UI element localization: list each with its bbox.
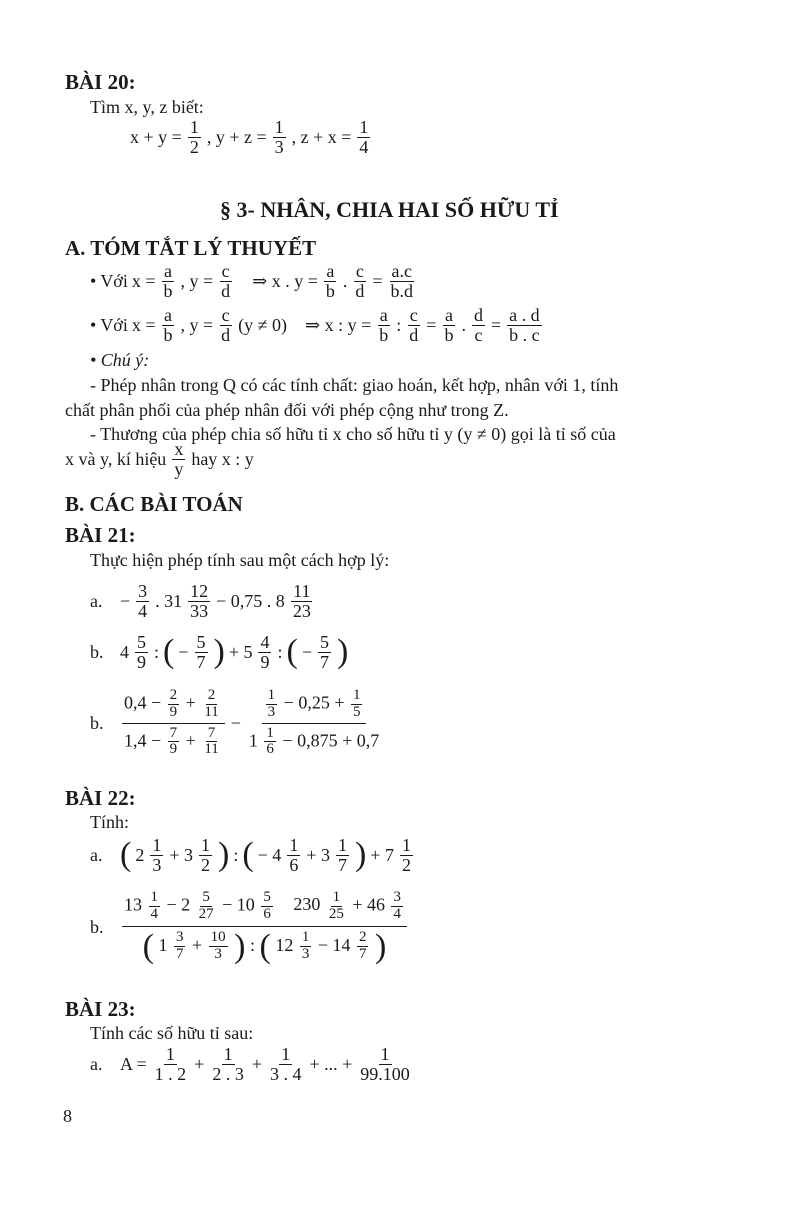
bai22-title: BÀI 22: [65,786,136,810]
whole: − 4 [257,845,282,866]
frac-a-b-2: $\frac{a}{b}$ [325,261,335,301]
note2-line1: - Thương của phép chia số hữu tỉ x cho số hữu tỉ y (y ≠ 0) gọi là tỉ số của [90,424,616,444]
term: + 3 [169,845,193,866]
paren-close: ) [213,633,225,671]
equals: = [490,315,502,336]
paren-close: ) [354,836,367,874]
frac: $\frac{5}{7}$ [319,632,329,672]
implies-quotient: ⇒ x : y = [305,315,372,336]
label-a: a. [90,591,103,612]
frac: 1 6 [289,835,299,875]
frac: 4 9 [260,632,270,672]
y-eq: , y = [180,271,214,292]
y-eq: , y = [180,315,214,336]
bai20-title: BÀI 20: [65,70,136,94]
voi-label: Với [100,315,128,336]
label-b: b. [90,642,104,663]
theory-rule-divide [90,306,544,345]
bai20-eq2-fraction: $\frac{1}{3}$ [274,117,284,157]
whole: 2 [135,845,145,866]
page-number: 8 [63,1106,72,1126]
minus: − [230,713,241,733]
frac-c-d: $\frac{c}{d}$ [221,305,231,345]
frac: 12 33 [190,581,209,621]
colon: : [154,642,160,663]
bai21-c-right-fraction: $\frac{1}{3}$ − 0,25 + $\frac{1}{5}$ 1 $\frac{1}{6}$ − 0,875 + 0,7 [248,687,380,758]
frac: 5 9 [137,632,146,672]
frac: 1 7 [337,835,347,875]
implies-product: ⇒ x . y = [252,271,318,292]
colon-op: : [396,315,402,336]
equals: = [426,315,437,336]
note2-post: hay x : y [191,448,254,469]
problems-heading: B. CÁC BÀI TOÁN [65,492,243,516]
term: + 5 [228,642,253,663]
bai21-c [90,688,383,758]
frac: $\frac{3}{4}$ [138,581,148,621]
frac: 1 2 [200,835,210,875]
bai21-b [90,633,348,672]
note2-pre: x và y, kí hiệu [65,448,167,469]
bai20-prompt: Tìm x, y, z biết: [90,97,204,117]
note1-line1: - Phép nhân trong Q có các tính chất: giao hoán, kết hợp, nhân với 1, tính [90,375,619,395]
frac-ad-bc: $\frac{a . d}{b . c}$ [509,305,540,345]
x-eq: x = [131,271,156,292]
bai21-prompt: Thực hiện phép tính sau một cách hợp lý: [90,550,390,570]
frac-c-d-2: $\frac{c}{d}$ [409,305,419,345]
bai20-eq1-lhs: x + y = [130,127,182,148]
frac: 11 23 [292,581,311,621]
minus: − [178,642,189,663]
bullet: • [90,271,97,292]
dot-op: . [342,271,348,292]
bai22-prompt: Tính: [90,812,129,832]
frac: $\frac{1}{3 . 4}$ [269,1044,302,1084]
bai21-a [90,582,315,621]
lhs: A = [120,1054,147,1075]
label-a: a. [90,845,103,866]
colon: : [277,642,283,663]
label-a: a. [90,1054,103,1075]
bai23-title: BÀI 23: [65,997,136,1021]
bai23-a [90,1045,414,1084]
bai20-eq3-fraction: $\frac{1}{4}$ [359,117,369,157]
ellipsis: + ... + [309,1054,353,1075]
colon: : [233,845,239,866]
paren-open: ( [120,836,132,874]
paren-open: ( [163,633,175,671]
bai21-c-left-fraction: 0,4 − $\frac{2}{9}$ + $\frac{2}{11}$ 1,4 − $\frac{7}{9}$ + $\frac{7}{11}$ [122,688,225,758]
minus: − [301,642,312,663]
paren-close: ) [217,836,230,874]
frac: $\frac{5}{7}$ [196,632,206,672]
bai22-b-fraction: 13 $\frac{1}{4}$ − 2 $\frac{5}{27}$ − 10 $\frac{5}{6}$ 230 $\frac{1}{25}$ + 46 $\frac{3}{4}$ ( 1 $\frac{3}{7}$ + $\frac{10}{3}$ ) : ( 12 $\frac{1}{3}$ − 14 $\frac{2}{7}$ ) [122,890,407,964]
x-eq: x = [131,315,156,336]
bai20-equations [130,118,372,157]
term: − 0,75 . 8 [216,591,285,612]
dot-op: . [461,315,466,336]
note2-line2 [65,440,254,479]
frac: 1 3 [152,835,162,875]
frac: $\frac{1}{2 . 3}$ [212,1044,244,1084]
label-b2: b. [90,713,104,733]
frac: $\frac{1}{1 . 2}$ [154,1044,187,1084]
bai22-b [90,890,409,964]
voi-label: Với [100,271,128,292]
theory-heading: A. TÓM TẮT LÝ THUYẾT [65,236,317,260]
plus: + [251,1054,262,1075]
ratio-fraction: x y [174,439,184,479]
term: . 31 [155,591,183,612]
frac-a-b-2: $\frac{a}{b}$ [379,305,389,345]
bai20-eq2-lhs: , y + z = [206,127,267,148]
bai22-a [90,836,415,875]
bai23-prompt: Tính các số hữu tỉ sau: [90,1023,254,1043]
plus: + [194,1054,205,1075]
theory-rule-multiply [90,262,417,301]
note1-line2: chất phân phối của phép nhân đối với phép cộng như trong Z. [65,400,509,420]
section-title: § 3- NHÂN, CHIA HAI SỐ HỮU TỈ [220,197,559,222]
bullet: • [90,315,97,336]
bai20-eq1-fraction: $\frac{1}{2}$ [189,117,199,157]
note-label: • Chú ý: [90,350,150,370]
paren-close: ) [336,633,349,671]
frac-a-b-3: $\frac{a}{b}$ [444,305,454,345]
equals: = [372,271,383,292]
bai21-title: BÀI 21: [65,523,136,547]
paren-open: ( [286,633,298,671]
frac-a-b: $\frac{a}{b}$ [163,305,173,345]
term: + 7 [370,845,394,866]
frac-a-b: $\frac{a}{b}$ [163,261,173,301]
minus: − [120,591,131,612]
frac-ac-bd: $\frac{a.c}{b.d}$ [390,261,414,301]
frac: $\frac{1}{99.100}$ [360,1044,410,1084]
frac-c-d: $\frac{c}{d}$ [221,261,231,301]
y-nonzero: (y ≠ 0) [238,315,288,336]
frac: 1 2 [401,835,411,875]
whole: 4 [120,642,129,663]
label-b: b. [90,916,104,937]
frac-d-c: $\frac{d}{c}$ [473,305,483,345]
paren-open: ( [242,836,254,874]
bai20-eq3-lhs: , z + x = [291,127,352,148]
frac-c-d-2: $\frac{c}{d}$ [355,261,365,301]
term: + 3 [306,845,330,866]
